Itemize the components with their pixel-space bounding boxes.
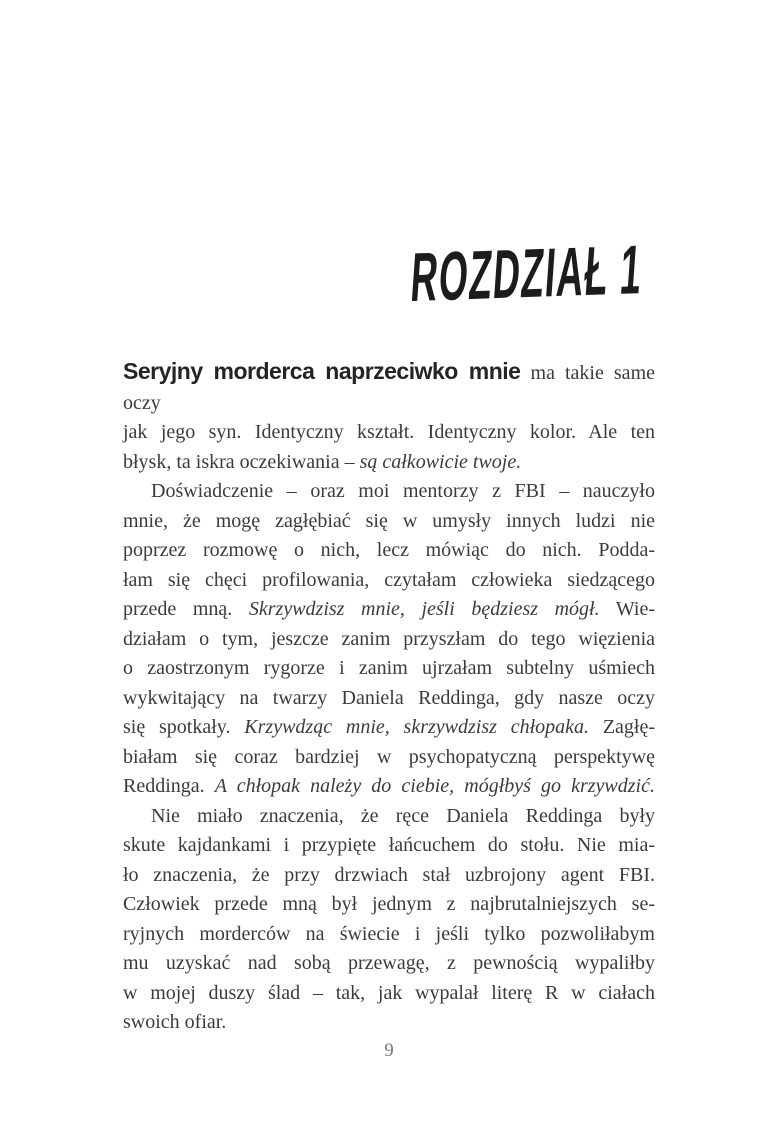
text-line (123, 625, 655, 655)
body-run: białam się coraz bardziej w psychopatyczną perspektywę (123, 745, 655, 768)
italic-text: Skrzywdzisz mnie, jeśli będziesz mógł. (248, 598, 600, 620)
text-line (123, 654, 655, 684)
body-run: swoich ofiar. (123, 1011, 227, 1033)
body-run: poprzez rozmowę o nich, lecz mówiąc do nich. Podda- (123, 539, 655, 561)
page-number: 9 (384, 1040, 394, 1061)
italic-text: Krzywdząc mnie, skrzywdzisz chłopaka. (244, 716, 590, 738)
body-run: Człowiek przede mną był jednym z najbrutalniejszych se- (123, 893, 655, 915)
text-line (123, 684, 655, 714)
text-line (123, 861, 655, 891)
text-line (123, 920, 655, 950)
text-line (123, 772, 655, 802)
lead-in-text: Seryjny morderca naprzeciwko mnie (123, 358, 521, 384)
body-run: Wie- (599, 598, 655, 620)
text-line (123, 595, 655, 625)
text-line (123, 507, 655, 537)
text-line (123, 831, 655, 861)
italic-text: A chłopak należy do ciebie, mógłbyś go krzywdzić. (214, 775, 655, 797)
italic-text: są całkowicie twoje. (359, 450, 522, 473)
body-run: wykwitający na twarzy Daniela Reddinga, gdy nasze oczy (123, 686, 655, 709)
body-run: Nie miało znaczenia, że ręce Daniela Reddinga były (151, 804, 655, 827)
text-line (123, 536, 655, 566)
body-run: przede mną. (123, 598, 249, 620)
body-run: działam o tym, jeszcze zanim przyszłam do tego więzienia (123, 627, 655, 650)
body-run: skute kajdankami i przypięte łańcuchem do stołu. Nie mia- (123, 834, 655, 856)
body-run: mu uzyskać nad sobą przewagę, z pewnością wypaliłby (123, 952, 655, 974)
body-run: ma takie same oczy (123, 362, 655, 414)
body-run: o zaostrzonym rygorze i zanim ujrzałam subtelny uśmiech (123, 657, 655, 679)
body-run: Zagłę- (589, 716, 655, 738)
body-run: Reddinga. (123, 775, 215, 797)
body-run: mnie, że mogę zagłębiać się w umysły innych ludzi nie (123, 509, 655, 532)
body-run: ryjnych morderców na świecie i jeśli tylko pozwoliłabym (123, 922, 655, 945)
text-line (123, 743, 655, 773)
text-line (123, 802, 655, 832)
chapter-title: ROZDZIAŁ 1 (408, 230, 645, 317)
text-line (123, 477, 655, 507)
text-line (123, 713, 655, 743)
text-line (123, 890, 655, 920)
body-run: ło znaczenia, że przy drzwiach stał uzbrojony agent FBI. (123, 863, 655, 886)
body-run: Doświadczenie – oraz moi mentorzy z FBI – nauczyło (151, 480, 655, 502)
body-run: błysk, ta iskra oczekiwania – (123, 450, 360, 473)
text-line (123, 1008, 655, 1038)
text-line (123, 418, 655, 448)
text-line (123, 979, 655, 1009)
text-line (123, 949, 655, 979)
text-line (123, 566, 655, 596)
text-line (123, 448, 655, 478)
body-text (123, 357, 655, 1038)
body-run: w mojej duszy ślad – tak, jak wypalał literę R w ciałach (123, 981, 655, 1004)
body-run: jak jego syn. Identyczny kształt. Identyczny kolor. Ale ten (123, 421, 655, 443)
text-line (123, 357, 655, 418)
body-run: się spotkały. (123, 716, 245, 738)
body-run: łam się chęci profilowania, czytałam człowieka siedzącego (123, 568, 655, 591)
